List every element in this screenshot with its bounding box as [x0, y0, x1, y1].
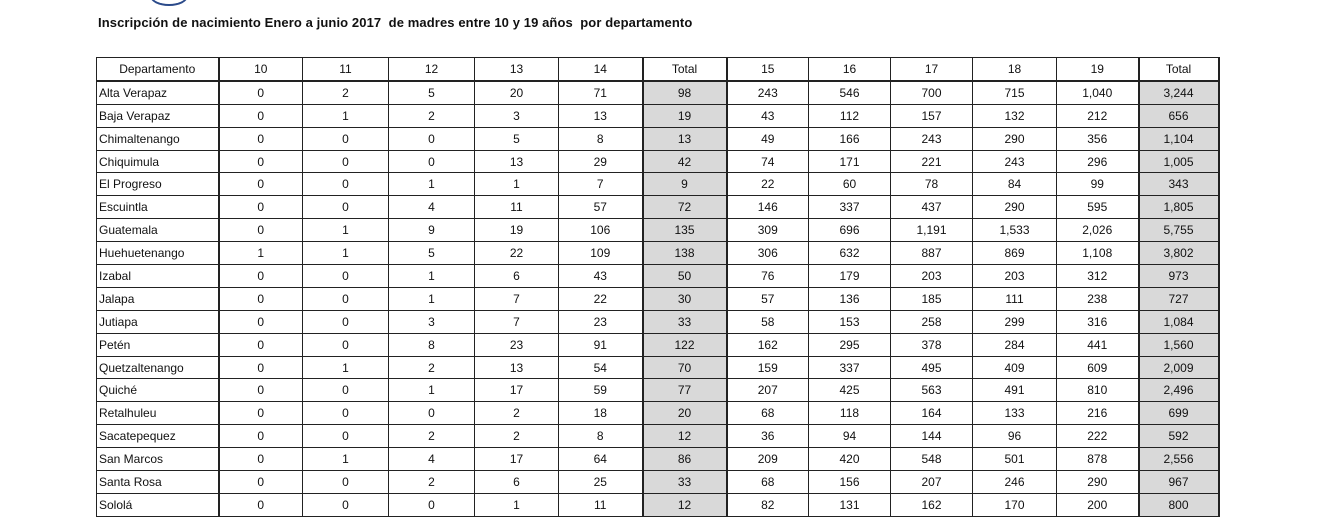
- value-cell: 200: [1057, 493, 1139, 516]
- value-cell: 1: [303, 448, 389, 471]
- value-cell: 546: [809, 81, 891, 104]
- value-cell: 212: [1057, 104, 1139, 127]
- department-name: Jalapa: [97, 287, 219, 310]
- value-cell: 162: [727, 333, 809, 356]
- value-cell: 29: [559, 150, 643, 173]
- value-cell: 3: [475, 104, 559, 127]
- value-cell: 6: [475, 471, 559, 494]
- value-cell: 2: [389, 471, 475, 494]
- value-cell: 1: [389, 287, 475, 310]
- total-cell: 77: [643, 379, 727, 402]
- value-cell: 378: [891, 333, 973, 356]
- value-cell: 501: [973, 448, 1057, 471]
- total-cell: 343: [1139, 173, 1219, 196]
- value-cell: 548: [891, 448, 973, 471]
- table-row: [97, 219, 1219, 242]
- table-row: [97, 425, 1219, 448]
- column-header-age: 10: [219, 58, 303, 81]
- value-cell: 1: [389, 173, 475, 196]
- value-cell: 337: [809, 196, 891, 219]
- table-row: [97, 402, 1219, 425]
- table-row: [97, 310, 1219, 333]
- department-name: Sacatepequez: [97, 425, 219, 448]
- table-row: [97, 448, 1219, 471]
- total-cell: 9: [643, 173, 727, 196]
- value-cell: 57: [559, 196, 643, 219]
- total-cell: 1,560: [1139, 333, 1219, 356]
- value-cell: 9: [389, 219, 475, 242]
- column-header-total-10-14: Total: [643, 58, 727, 81]
- department-name: Retalhuleu: [97, 402, 219, 425]
- value-cell: 4: [389, 448, 475, 471]
- column-header-age: 12: [389, 58, 475, 81]
- value-cell: 23: [475, 333, 559, 356]
- value-cell: 136: [809, 287, 891, 310]
- total-cell: 656: [1139, 104, 1219, 127]
- value-cell: 76: [727, 265, 809, 288]
- value-cell: 99: [1057, 173, 1139, 196]
- total-cell: 2,496: [1139, 379, 1219, 402]
- value-cell: 153: [809, 310, 891, 333]
- department-name: Baja Verapaz: [97, 104, 219, 127]
- value-cell: 171: [809, 150, 891, 173]
- value-cell: 7: [559, 173, 643, 196]
- total-cell: 19: [643, 104, 727, 127]
- table-row: [97, 356, 1219, 379]
- value-cell: 157: [891, 104, 973, 127]
- value-cell: 290: [973, 196, 1057, 219]
- value-cell: 133: [973, 402, 1057, 425]
- value-cell: 0: [303, 127, 389, 150]
- table-row: [97, 104, 1219, 127]
- value-cell: 5: [389, 81, 475, 104]
- value-cell: 0: [303, 333, 389, 356]
- value-cell: 5: [389, 242, 475, 265]
- table-row: [97, 379, 1219, 402]
- value-cell: 2: [389, 425, 475, 448]
- value-cell: 6: [475, 265, 559, 288]
- value-cell: 0: [219, 127, 303, 150]
- value-cell: 19: [475, 219, 559, 242]
- value-cell: 1: [475, 493, 559, 516]
- value-cell: 109: [559, 242, 643, 265]
- value-cell: 0: [219, 104, 303, 127]
- total-cell: 98: [643, 81, 727, 104]
- value-cell: 0: [219, 310, 303, 333]
- total-cell: 967: [1139, 471, 1219, 494]
- value-cell: 246: [973, 471, 1057, 494]
- table-row: [97, 333, 1219, 356]
- value-cell: 179: [809, 265, 891, 288]
- value-cell: 0: [219, 356, 303, 379]
- value-cell: 60: [809, 173, 891, 196]
- value-cell: 1,191: [891, 219, 973, 242]
- value-cell: 8: [389, 333, 475, 356]
- total-cell: 1,005: [1139, 150, 1219, 173]
- column-header-age: 13: [475, 58, 559, 81]
- total-cell: 800: [1139, 493, 1219, 516]
- value-cell: 609: [1057, 356, 1139, 379]
- value-cell: 0: [389, 402, 475, 425]
- value-cell: 13: [475, 356, 559, 379]
- value-cell: 887: [891, 242, 973, 265]
- value-cell: 17: [475, 448, 559, 471]
- total-cell: 72: [643, 196, 727, 219]
- value-cell: 306: [727, 242, 809, 265]
- total-cell: 42: [643, 150, 727, 173]
- total-cell: 12: [643, 425, 727, 448]
- value-cell: 2,026: [1057, 219, 1139, 242]
- value-cell: 13: [559, 104, 643, 127]
- value-cell: 209: [727, 448, 809, 471]
- total-cell: 1,084: [1139, 310, 1219, 333]
- total-cell: 70: [643, 356, 727, 379]
- table-row: [97, 127, 1219, 150]
- value-cell: 316: [1057, 310, 1139, 333]
- value-cell: 54: [559, 356, 643, 379]
- value-cell: 11: [559, 493, 643, 516]
- value-cell: 68: [727, 402, 809, 425]
- value-cell: 2: [389, 104, 475, 127]
- total-cell: 13: [643, 127, 727, 150]
- value-cell: 71: [559, 81, 643, 104]
- table-row: [97, 493, 1219, 516]
- value-cell: 243: [727, 81, 809, 104]
- value-cell: 296: [1057, 150, 1139, 173]
- value-cell: 207: [891, 471, 973, 494]
- table-row: [97, 265, 1219, 288]
- value-cell: 632: [809, 242, 891, 265]
- value-cell: 0: [389, 150, 475, 173]
- value-cell: 203: [891, 265, 973, 288]
- value-cell: 43: [559, 265, 643, 288]
- value-cell: 0: [303, 150, 389, 173]
- value-cell: 8: [559, 127, 643, 150]
- value-cell: 185: [891, 287, 973, 310]
- value-cell: 207: [727, 379, 809, 402]
- column-header-age: 18: [973, 58, 1057, 81]
- value-cell: 0: [219, 173, 303, 196]
- value-cell: 1: [389, 379, 475, 402]
- value-cell: 290: [973, 127, 1057, 150]
- value-cell: 1: [475, 173, 559, 196]
- column-header-age: 17: [891, 58, 973, 81]
- value-cell: 0: [303, 196, 389, 219]
- value-cell: 132: [973, 104, 1057, 127]
- value-cell: 243: [891, 127, 973, 150]
- value-cell: 420: [809, 448, 891, 471]
- value-cell: 290: [1057, 471, 1139, 494]
- total-cell: 3,244: [1139, 81, 1219, 104]
- value-cell: 1,108: [1057, 242, 1139, 265]
- value-cell: 0: [219, 493, 303, 516]
- table-row: [97, 173, 1219, 196]
- total-cell: 2,556: [1139, 448, 1219, 471]
- value-cell: 1: [303, 104, 389, 127]
- value-cell: 810: [1057, 379, 1139, 402]
- value-cell: 0: [219, 219, 303, 242]
- value-cell: 96: [973, 425, 1057, 448]
- value-cell: 59: [559, 379, 643, 402]
- value-cell: 715: [973, 81, 1057, 104]
- value-cell: 1: [303, 356, 389, 379]
- value-cell: 0: [303, 173, 389, 196]
- total-cell: 727: [1139, 287, 1219, 310]
- total-cell: 12: [643, 493, 727, 516]
- total-cell: 3,802: [1139, 242, 1219, 265]
- value-cell: 18: [559, 402, 643, 425]
- value-cell: 11: [475, 196, 559, 219]
- value-cell: 49: [727, 127, 809, 150]
- value-cell: 0: [219, 448, 303, 471]
- department-name: Escuintla: [97, 196, 219, 219]
- value-cell: 878: [1057, 448, 1139, 471]
- value-cell: 2: [475, 402, 559, 425]
- column-header-age: 16: [809, 58, 891, 81]
- value-cell: 0: [219, 471, 303, 494]
- department-name: Petén: [97, 333, 219, 356]
- total-cell: 5,755: [1139, 219, 1219, 242]
- value-cell: 1: [389, 265, 475, 288]
- value-cell: 22: [475, 242, 559, 265]
- value-cell: 159: [727, 356, 809, 379]
- value-cell: 57: [727, 287, 809, 310]
- table-body: [97, 81, 1219, 516]
- value-cell: 43: [727, 104, 809, 127]
- value-cell: 309: [727, 219, 809, 242]
- value-cell: 112: [809, 104, 891, 127]
- table-row: [97, 242, 1219, 265]
- value-cell: 91: [559, 333, 643, 356]
- value-cell: 312: [1057, 265, 1139, 288]
- value-cell: 0: [303, 493, 389, 516]
- value-cell: 295: [809, 333, 891, 356]
- value-cell: 441: [1057, 333, 1139, 356]
- total-cell: 20: [643, 402, 727, 425]
- total-cell: 33: [643, 310, 727, 333]
- value-cell: 0: [219, 287, 303, 310]
- value-cell: 0: [303, 471, 389, 494]
- value-cell: 222: [1057, 425, 1139, 448]
- total-cell: 135: [643, 219, 727, 242]
- value-cell: 162: [891, 493, 973, 516]
- table-row: [97, 81, 1219, 104]
- department-name: Quetzaltenango: [97, 356, 219, 379]
- table-row: [97, 150, 1219, 173]
- value-cell: 8: [559, 425, 643, 448]
- value-cell: 170: [973, 493, 1057, 516]
- department-name: Jutiapa: [97, 310, 219, 333]
- total-cell: 973: [1139, 265, 1219, 288]
- value-cell: 2: [303, 81, 389, 104]
- department-name: Chimaltenango: [97, 127, 219, 150]
- value-cell: 203: [973, 265, 1057, 288]
- value-cell: 0: [303, 425, 389, 448]
- value-cell: 0: [219, 196, 303, 219]
- value-cell: 563: [891, 379, 973, 402]
- value-cell: 0: [303, 265, 389, 288]
- value-cell: 0: [389, 493, 475, 516]
- value-cell: 216: [1057, 402, 1139, 425]
- value-cell: 595: [1057, 196, 1139, 219]
- births-table: [96, 57, 1220, 517]
- value-cell: 221: [891, 150, 973, 173]
- value-cell: 2: [389, 356, 475, 379]
- value-cell: 64: [559, 448, 643, 471]
- value-cell: 3: [389, 310, 475, 333]
- value-cell: 0: [219, 402, 303, 425]
- department-name: Alta Verapaz: [97, 81, 219, 104]
- department-name: Sololá: [97, 493, 219, 516]
- total-cell: 1,104: [1139, 127, 1219, 150]
- value-cell: 106: [559, 219, 643, 242]
- department-name: Huehuetenango: [97, 242, 219, 265]
- department-name: El Progreso: [97, 173, 219, 196]
- value-cell: 111: [973, 287, 1057, 310]
- value-cell: 0: [303, 287, 389, 310]
- value-cell: 7: [475, 287, 559, 310]
- value-cell: 146: [727, 196, 809, 219]
- department-name: Santa Rosa: [97, 471, 219, 494]
- value-cell: 1,533: [973, 219, 1057, 242]
- value-cell: 0: [303, 402, 389, 425]
- value-cell: 156: [809, 471, 891, 494]
- column-header-total-15-19: Total: [1139, 58, 1219, 81]
- document-title: Inscripción de nacimiento Enero a junio 2017 de madres entre 10 y 19 años por departamento: [98, 15, 693, 30]
- value-cell: 13: [475, 150, 559, 173]
- value-cell: 243: [973, 150, 1057, 173]
- logo-fragment: [150, 0, 188, 6]
- value-cell: 0: [219, 425, 303, 448]
- total-cell: 1,805: [1139, 196, 1219, 219]
- total-cell: 33: [643, 471, 727, 494]
- total-cell: 50: [643, 265, 727, 288]
- value-cell: 22: [727, 173, 809, 196]
- value-cell: 1: [219, 242, 303, 265]
- table-row: [97, 471, 1219, 494]
- value-cell: 0: [219, 379, 303, 402]
- value-cell: 1,040: [1057, 81, 1139, 104]
- total-cell: 2,009: [1139, 356, 1219, 379]
- value-cell: 495: [891, 356, 973, 379]
- value-cell: 164: [891, 402, 973, 425]
- value-cell: 437: [891, 196, 973, 219]
- table-header: [97, 58, 1219, 81]
- total-cell: 699: [1139, 402, 1219, 425]
- value-cell: 7: [475, 310, 559, 333]
- value-cell: 118: [809, 402, 891, 425]
- total-cell: 30: [643, 287, 727, 310]
- total-cell: 592: [1139, 425, 1219, 448]
- value-cell: 0: [219, 333, 303, 356]
- value-cell: 144: [891, 425, 973, 448]
- value-cell: 2: [475, 425, 559, 448]
- value-cell: 0: [303, 310, 389, 333]
- value-cell: 299: [973, 310, 1057, 333]
- total-cell: 122: [643, 333, 727, 356]
- value-cell: 284: [973, 333, 1057, 356]
- value-cell: 74: [727, 150, 809, 173]
- value-cell: 337: [809, 356, 891, 379]
- department-name: San Marcos: [97, 448, 219, 471]
- header-row: [97, 58, 1219, 81]
- value-cell: 0: [303, 379, 389, 402]
- department-name: Izabal: [97, 265, 219, 288]
- value-cell: 68: [727, 471, 809, 494]
- column-header-age: 11: [303, 58, 389, 81]
- department-name: Chiquimula: [97, 150, 219, 173]
- value-cell: 869: [973, 242, 1057, 265]
- value-cell: 20: [475, 81, 559, 104]
- value-cell: 0: [219, 81, 303, 104]
- value-cell: 94: [809, 425, 891, 448]
- value-cell: 409: [973, 356, 1057, 379]
- value-cell: 4: [389, 196, 475, 219]
- column-header-departamento: Departamento: [97, 58, 219, 81]
- value-cell: 23: [559, 310, 643, 333]
- column-header-age: 14: [559, 58, 643, 81]
- value-cell: 0: [389, 127, 475, 150]
- value-cell: 1: [303, 242, 389, 265]
- value-cell: 0: [219, 150, 303, 173]
- value-cell: 36: [727, 425, 809, 448]
- value-cell: 700: [891, 81, 973, 104]
- value-cell: 425: [809, 379, 891, 402]
- value-cell: 131: [809, 493, 891, 516]
- table-row: [97, 196, 1219, 219]
- value-cell: 78: [891, 173, 973, 196]
- department-name: Guatemala: [97, 219, 219, 242]
- value-cell: 356: [1057, 127, 1139, 150]
- department-name: Quiché: [97, 379, 219, 402]
- value-cell: 696: [809, 219, 891, 242]
- value-cell: 258: [891, 310, 973, 333]
- value-cell: 25: [559, 471, 643, 494]
- table-row: [97, 287, 1219, 310]
- value-cell: 22: [559, 287, 643, 310]
- value-cell: 0: [219, 265, 303, 288]
- value-cell: 82: [727, 493, 809, 516]
- value-cell: 491: [973, 379, 1057, 402]
- value-cell: 58: [727, 310, 809, 333]
- column-header-age: 15: [727, 58, 809, 81]
- value-cell: 5: [475, 127, 559, 150]
- total-cell: 86: [643, 448, 727, 471]
- value-cell: 238: [1057, 287, 1139, 310]
- value-cell: 1: [303, 219, 389, 242]
- value-cell: 84: [973, 173, 1057, 196]
- column-header-age: 19: [1057, 58, 1139, 81]
- total-cell: 138: [643, 242, 727, 265]
- value-cell: 166: [809, 127, 891, 150]
- value-cell: 17: [475, 379, 559, 402]
